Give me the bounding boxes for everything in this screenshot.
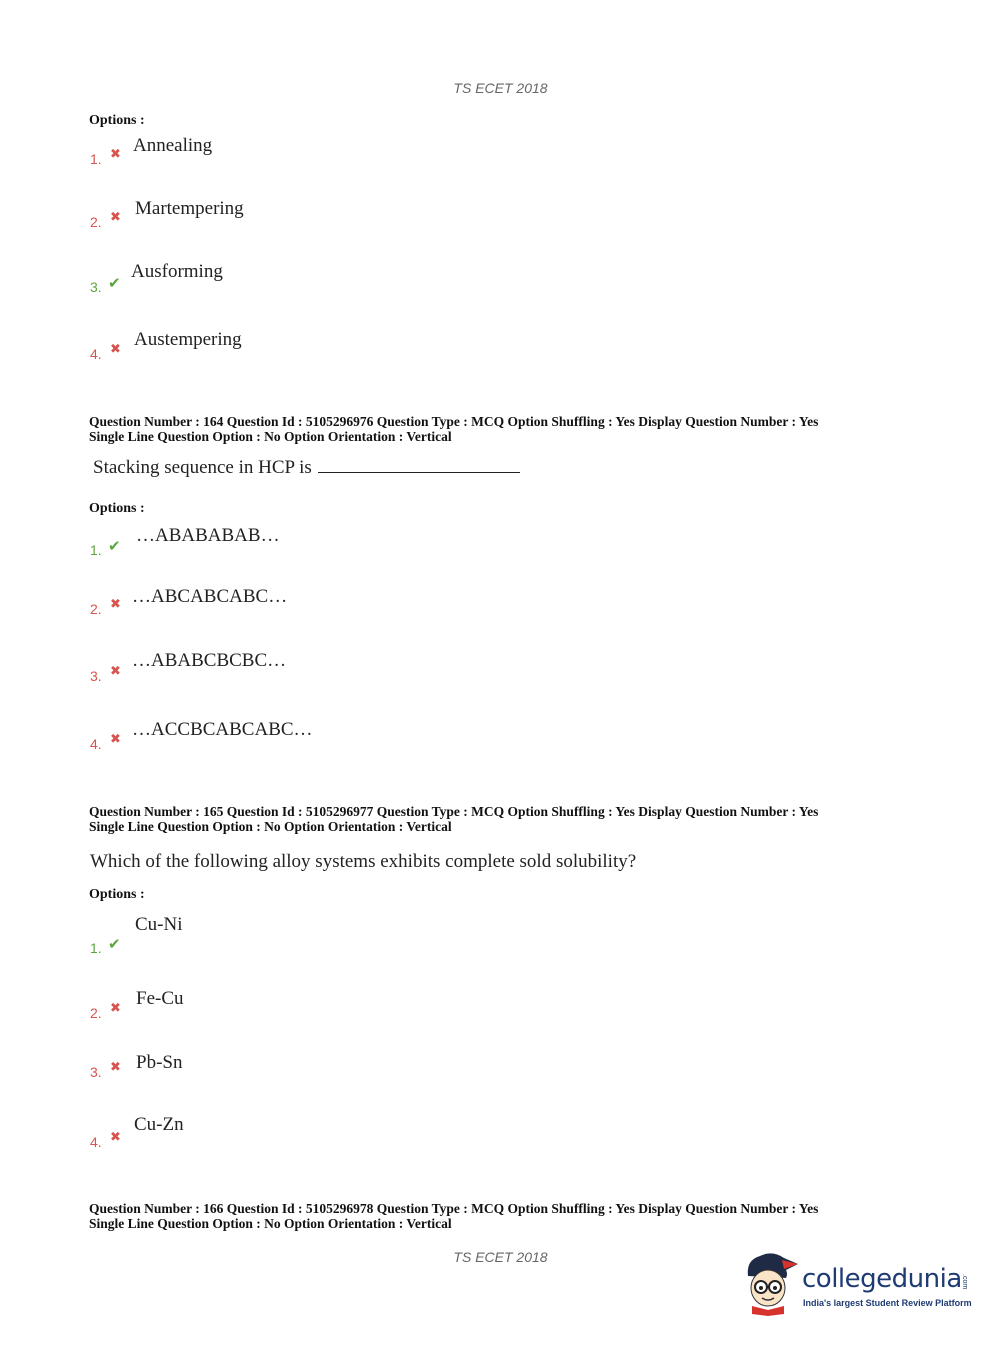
option-number: 2. xyxy=(90,214,102,230)
wrong-mark-icon: ✖ xyxy=(110,210,121,225)
question-text: Which of the following alloy systems exhibits complete sold solubility? xyxy=(90,851,637,872)
option-text: …ABABABAB… xyxy=(136,525,280,546)
option-number: 2. xyxy=(90,1005,102,1021)
option-text: Austempering xyxy=(134,329,242,350)
option-text: Pb-Sn xyxy=(136,1052,183,1073)
logo-tagline: India's largest Student Review Platform xyxy=(803,1298,972,1308)
wrong-mark-icon: ✖ xyxy=(110,1060,121,1075)
option-text: Cu-Zn xyxy=(134,1114,184,1135)
check-mark-icon: ✔ xyxy=(108,935,121,953)
check-mark-icon: ✔ xyxy=(108,537,121,555)
option-number: 1. xyxy=(90,151,102,167)
option-text: Cu-Ni xyxy=(135,914,183,935)
page-footer: TS ECET 2018 xyxy=(453,1249,548,1265)
question-text-content: Stacking sequence in HCP is xyxy=(93,457,312,478)
wrong-mark-icon: ✖ xyxy=(110,1001,121,1016)
option-number: 4. xyxy=(90,346,102,362)
fill-blank-line xyxy=(318,456,520,473)
page-header: TS ECET 2018 xyxy=(453,80,548,96)
options-label: Options : xyxy=(89,113,145,128)
option-text: Annealing xyxy=(133,135,213,156)
option-text: …ABABCBCBC… xyxy=(132,650,287,671)
option-text: …ABCABCABC… xyxy=(132,586,288,607)
option-number: 2. xyxy=(90,601,102,617)
question-meta: Single Line Question Option : No Option Orientation : Vertical xyxy=(89,819,452,834)
question-meta: Single Line Question Option : No Option Orientation : Vertical xyxy=(89,429,452,444)
wrong-mark-icon: ✖ xyxy=(110,1130,121,1145)
option-number: 4. xyxy=(90,736,102,752)
option-text: Fe-Cu xyxy=(136,988,184,1009)
question-meta: Single Line Question Option : No Option Orientation : Vertical xyxy=(89,1216,452,1231)
wrong-mark-icon: ✖ xyxy=(110,664,121,679)
option-number: 3. xyxy=(90,279,102,295)
options-label: Options : xyxy=(89,887,145,902)
question-meta: Question Number : 166 Question Id : 5105296978 Question Type : MCQ Option Shuffling : Yes Display Question Number : Yes xyxy=(89,1201,819,1216)
logo-name: collegedunia xyxy=(802,1264,962,1294)
wrong-mark-icon: ✖ xyxy=(110,732,121,747)
question-text xyxy=(93,456,520,479)
option-text: Martempering xyxy=(135,198,244,219)
wrong-mark-icon: ✖ xyxy=(110,597,121,612)
collegedunia-logo xyxy=(742,1250,982,1320)
logo-com: .com xyxy=(961,1274,968,1290)
wrong-mark-icon: ✖ xyxy=(110,342,121,357)
option-number: 3. xyxy=(90,1064,102,1080)
option-number: 1. xyxy=(90,542,102,558)
option-number: 1. xyxy=(90,940,102,956)
option-number: 4. xyxy=(90,1134,102,1150)
option-number: 3. xyxy=(90,668,102,684)
question-meta: Question Number : 165 Question Id : 5105296977 Question Type : MCQ Option Shuffling : Yes Display Question Number : Yes xyxy=(89,804,819,819)
option-text: Ausforming xyxy=(131,261,223,282)
mascot-icon xyxy=(742,1250,800,1316)
option-text: …ACCBCABCABC… xyxy=(132,719,313,740)
question-meta: Question Number : 164 Question Id : 5105296976 Question Type : MCQ Option Shuffling : Yes Display Question Number : Yes xyxy=(89,414,819,429)
check-mark-icon: ✔ xyxy=(108,274,121,292)
options-label: Options : xyxy=(89,501,145,516)
wrong-mark-icon: ✖ xyxy=(110,147,121,162)
